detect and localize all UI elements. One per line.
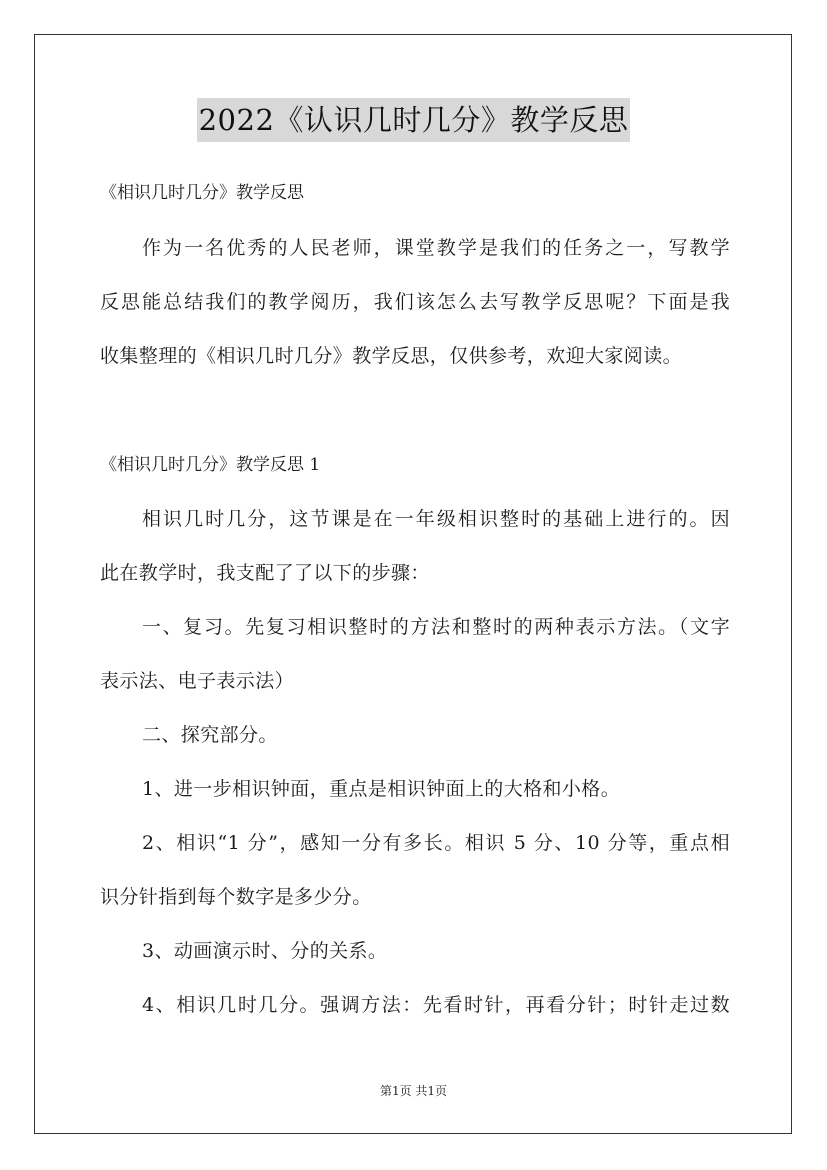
paragraph-line: 3、动画演示时、分的关系。 <box>142 940 388 962</box>
section-heading: 《相识几时几分》教学反思 1 <box>100 455 321 475</box>
paragraph-line: 二、探究部分。 <box>142 724 278 746</box>
paragraph-line: 表示法、电子表示法） <box>100 670 295 692</box>
page-footer: 第1页 共1页 <box>379 1084 448 1098</box>
paragraph-line: 相识几时几分，这节课是在一年级相识整时的基础上进行的。因 <box>142 508 730 530</box>
paragraph-line: 识分针指到每个数字是多少分。 <box>100 886 372 908</box>
paragraph-line: 此在教学时，我支配了了以下的步骤： <box>100 562 430 584</box>
intro-line-2: 反思能总结我们的教学阅历，我们该怎么去写教学反思呢？下面是我 <box>100 291 730 313</box>
intro-line-1: 作为一名优秀的人民老师，课堂教学是我们的任务之一，写教学 <box>142 237 730 259</box>
paragraph-line: 1、进一步相识钟面，重点是相识钟面上的大格和小格。 <box>142 778 621 800</box>
subtitle: 《相识几时几分》教学反思 <box>100 183 304 203</box>
paragraph-line: 4、相识几时几分。强调方法：先看时针，再看分针；时针走过数 <box>142 994 730 1016</box>
paragraph-line: 2、相识“1 分”，感知一分有多长。相识 5 分、10 分等，重点相 <box>142 832 730 854</box>
document-title: 2022《认识几时几分》教学反思 <box>197 98 631 142</box>
paragraph-line: 一、复习。先复习相识整时的方法和整时的两种表示方法。（文字 <box>142 616 730 638</box>
intro-line-3: 收集整理的《相识几时几分》教学反思，仅供参考，欢迎大家阅读。 <box>100 345 683 367</box>
title-container <box>0 98 827 142</box>
